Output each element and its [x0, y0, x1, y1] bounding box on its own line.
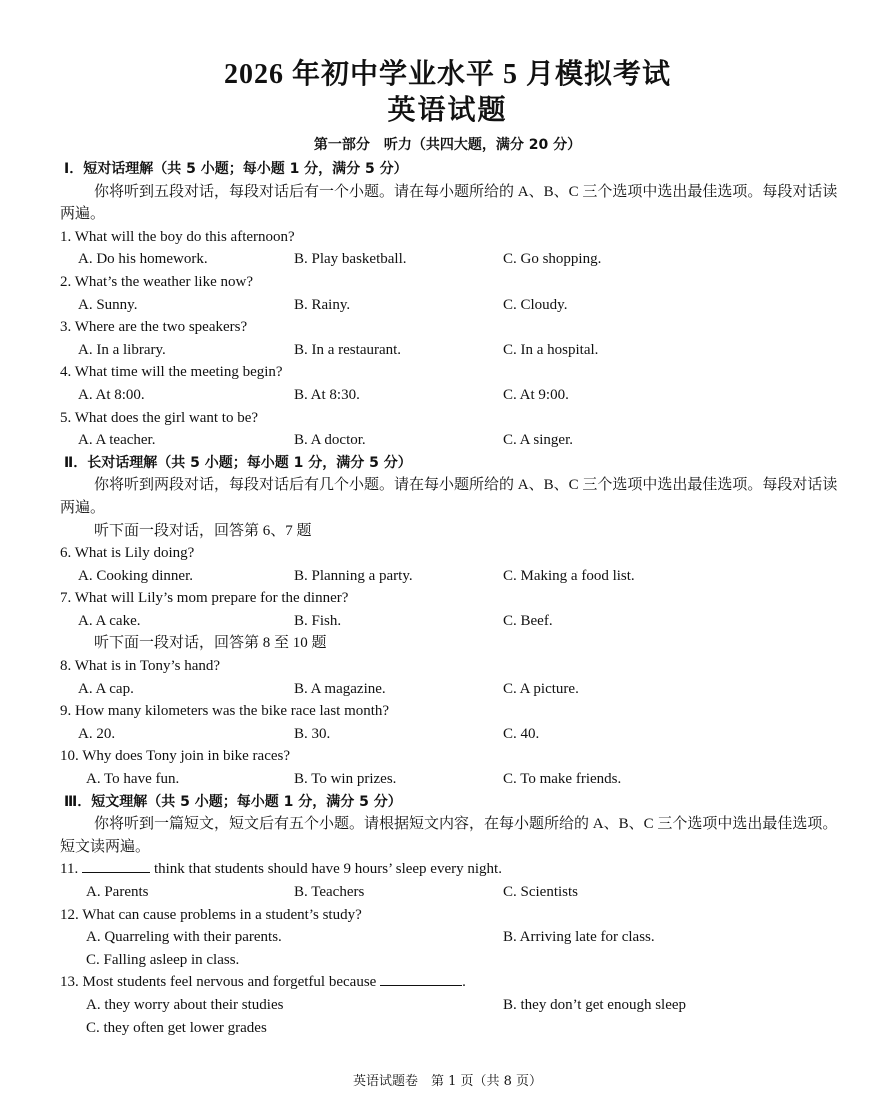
question-1-options: [60, 248, 840, 271]
option-c: C. A picture.: [503, 680, 579, 697]
option-c: C. To make friends.: [503, 771, 622, 788]
option-c: C. Making a food list.: [503, 567, 635, 584]
option-c: C. Falling asleep in class.: [86, 951, 240, 968]
option-c: C. 40.: [503, 725, 540, 742]
question-1: 1. What will the boy do this afternoon?: [60, 228, 295, 245]
question-9: 9. How many kilometers was the bike race last month?: [60, 703, 390, 720]
option-a: A. they worry about their studies: [86, 996, 284, 1013]
section-1-heading: Ⅰ．短对话理解（共 5 小题；每小题 1 分，满分 5 分）: [64, 161, 408, 177]
option-b: B. they don’t get enough sleep: [503, 996, 687, 1013]
option-a: A. A teacher.: [78, 432, 156, 449]
option-b: B. At 8:30.: [294, 386, 360, 403]
option-c: C. they often get lower grades: [86, 1019, 267, 1036]
question-12: 12. What can cause problems in a student’s study?: [60, 906, 362, 923]
option-b: B. Play basketball.: [294, 251, 407, 268]
question-13-end: .: [462, 974, 466, 991]
question-3: 3. Where are the two speakers?: [60, 319, 248, 336]
option-a: A. Cooking dinner.: [78, 567, 193, 584]
section-2-subheading-1: 听下面一段对话，回答第 6、7 题: [94, 522, 312, 539]
option-b: B. In a restaurant.: [294, 341, 402, 358]
question-4-options: [60, 384, 840, 407]
question-11-number: 11.: [60, 861, 79, 878]
option-a: A. In a library.: [78, 341, 166, 358]
question-2-options: [60, 294, 840, 317]
question-13-text: 13. Most students feel nervous and forgetful because: [60, 974, 377, 991]
question-8: 8. What is in Tony’s hand?: [60, 658, 221, 675]
answer-blank: [82, 858, 150, 873]
option-c: C. Scientists: [503, 884, 579, 900]
section-1-instruction: 你将听到五段对话，每段对话后有一个小题。请在每小题所给的 A、B、C 三个选项中选出最佳选项。每段对话读两遍。: [60, 183, 838, 223]
option-a: A. Do his homework.: [78, 251, 208, 268]
option-c: C. Beef.: [503, 612, 553, 629]
option-b: B. Planning a party.: [294, 567, 413, 584]
option-c: C. In a hospital.: [503, 341, 599, 358]
option-a: A. Quarreling with their parents.: [86, 929, 282, 946]
option-a: A. Sunny.: [78, 296, 138, 313]
question-6: 6. What is Lily doing?: [60, 545, 195, 562]
question-13: [60, 971, 840, 994]
section-2-instruction: 你将听到两段对话，每段对话后有几个小题。请在每小题所给的 A、B、C 三个选项中选出最佳选项。每段对话读两遍。: [60, 477, 838, 516]
option-c: C. A singer.: [503, 432, 574, 449]
question-11-text: think that students should have 9 hours’ sleep every night.: [153, 861, 502, 878]
question-5-options: [60, 429, 840, 452]
question-7: 7. What will Lily’s mom prepare for the dinner?: [60, 590, 349, 607]
question-8-options: [60, 678, 840, 701]
option-b: B. To win prizes.: [294, 771, 397, 788]
question-12-options-ab: [60, 926, 840, 949]
option-a: A. At 8:00.: [78, 386, 145, 403]
option-b: B. Teachers: [294, 884, 365, 900]
option-c: C. Go shopping.: [503, 251, 602, 268]
section-3-instruction: 你将听到一篇短文，短文后有五个小题。请根据短文内容，在每小题所给的 A、B、C 三个选项中选出最佳选项。短文读两遍。: [60, 816, 838, 855]
option-a: A. To have fun.: [86, 771, 180, 788]
question-7-options: [60, 610, 840, 633]
option-a: A. Parents: [86, 884, 149, 900]
option-b: B. Arriving late for class.: [503, 929, 655, 946]
question-4: 4. What time will the meeting begin?: [60, 364, 283, 381]
section-2-subheading-2: 听下面一段对话，回答第 8 至 10 题: [94, 635, 327, 652]
answer-blank: [380, 971, 462, 986]
question-11: [60, 858, 840, 881]
question-2: 2. What’s the weather like now?: [60, 273, 253, 290]
option-b: B. A doctor.: [294, 432, 366, 449]
option-b: B. A magazine.: [294, 680, 386, 697]
option-c: C. At 9:00.: [503, 386, 569, 403]
option-b: B. 30.: [294, 725, 331, 742]
question-9-options: [60, 723, 840, 746]
exam-title: 2026 年初中学业水平 5 月模拟考试: [223, 59, 671, 90]
exam-content: [60, 158, 840, 1039]
option-a: A. 20.: [78, 725, 116, 742]
option-b: B. Fish.: [294, 612, 342, 629]
section-3-heading: Ⅲ．短文理解（共 5 小题；每小题 1 分，满分 5 分）: [64, 793, 402, 810]
question-10-options: [60, 768, 840, 791]
part-heading: 第一部分 听力（共四大题，满分 20 分）: [313, 137, 582, 153]
option-a: A. A cake.: [78, 612, 141, 629]
question-5: 5. What does the girl want to be?: [60, 409, 259, 426]
question-11-options: [60, 881, 840, 904]
exam-subtitle: 英语试题: [387, 95, 508, 126]
question-13-options-c: [60, 1017, 840, 1040]
page-footer: 英语试题卷 第 1 页（共 8 页）: [352, 1074, 543, 1089]
question-6-options: [60, 565, 840, 588]
option-a: A. A cap.: [78, 680, 134, 697]
section-2-heading: Ⅱ．长对话理解（共 5 小题；每小题 1 分，满分 5 分）: [64, 454, 412, 471]
option-b: B. Rainy.: [294, 296, 351, 313]
option-c: C. Cloudy.: [503, 296, 568, 313]
question-12-options-c: [60, 949, 840, 972]
question-3-options: [60, 339, 840, 362]
question-10: 10. Why does Tony join in bike races?: [60, 748, 291, 765]
question-13-options-ab: [60, 994, 840, 1017]
